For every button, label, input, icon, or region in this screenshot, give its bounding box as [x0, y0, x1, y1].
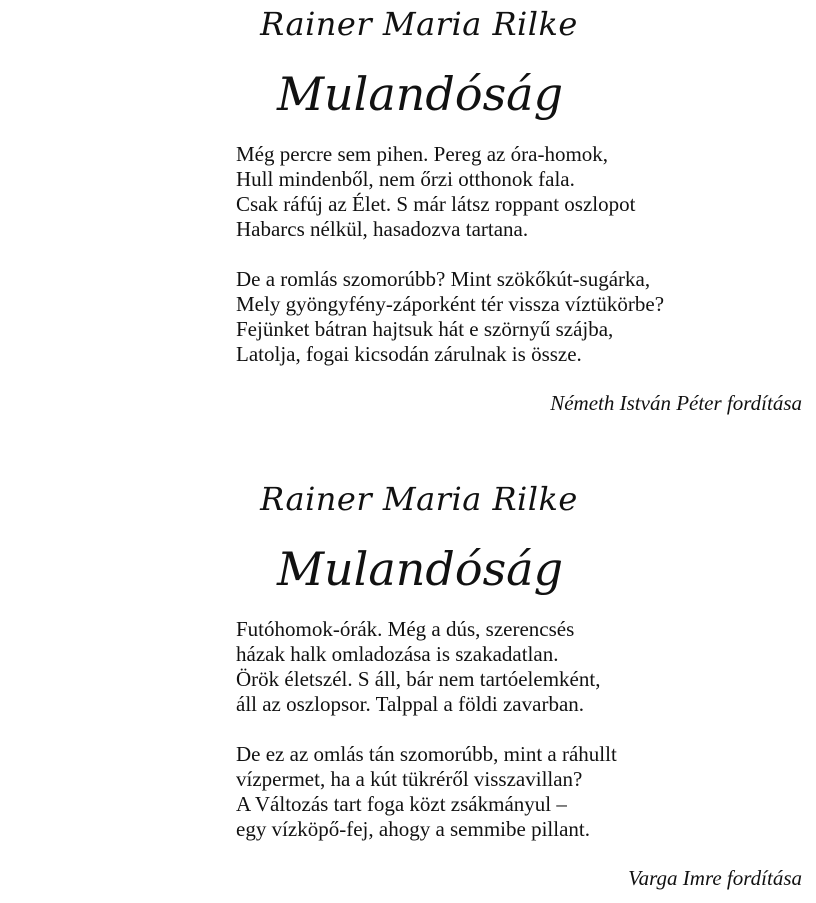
stanza	[236, 142, 635, 242]
poem-line: házak halk omladozása is szakadatlan.	[236, 642, 559, 666]
poem-line: Hull mindenből, nem őrzi otthonok fala.	[236, 167, 575, 191]
poem-line: Fejünket bátran hajtsuk hát e szörnyű szájba,	[236, 317, 614, 341]
poem-line: egy vízköpő-fej, ahogy a semmibe pillant.	[236, 817, 590, 841]
poem-line: Örök életszél. S áll, bár nem tartóelemként,	[236, 667, 601, 691]
translator-credit: Németh István Péter fordítása	[550, 391, 802, 415]
poem-line: De ez az omlás tán szomorúbb, mint a ráhullt	[236, 742, 617, 766]
stanza	[236, 267, 664, 367]
poem-title: Mulandóság	[276, 67, 564, 121]
poem-line: Futóhomok-órák. Még a dús, szerencsés	[236, 617, 575, 641]
poem-line: Mely gyöngyfény-záporként tér vissza víztükörbe?	[236, 292, 665, 316]
stanza	[236, 742, 617, 842]
poem-line: De a romlás szomorúbb? Mint szökőkút-sugárka,	[236, 267, 651, 291]
poem-title: Mulandóság	[276, 542, 564, 596]
poem-line: A Változás tart foga közt zsákmányul –	[236, 792, 567, 816]
poem-line: áll az oszlopsor. Talppal a földi zavarban.	[236, 692, 585, 716]
stanza	[236, 617, 600, 717]
poem-author: Rainer Maria Rilke	[260, 480, 578, 518]
poem-line: Latolja, fogai kicsodán zárulnak is össze.	[236, 342, 582, 366]
poem-line: Habarcs nélkül, hasadozva tartana.	[236, 217, 529, 241]
poem-line: Még percre sem pihen. Pereg az óra-homok,	[236, 142, 609, 166]
translator-credit: Varga Imre fordítása	[628, 866, 802, 890]
poem-line: vízpermet, ha a kút tükréről visszavillan?	[236, 767, 583, 791]
poem-line: Csak ráfúj az Élet. S már látsz roppant oszlopot	[236, 192, 636, 216]
poem-author: Rainer Maria Rilke	[260, 5, 578, 43]
